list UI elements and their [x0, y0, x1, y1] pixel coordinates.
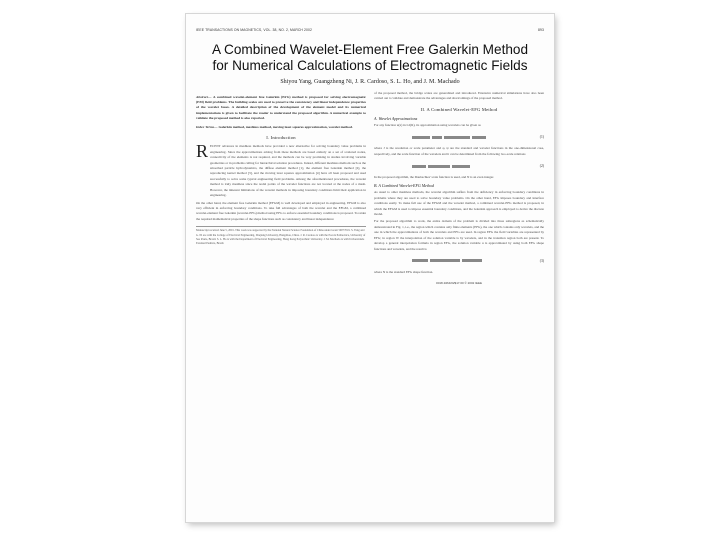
paper-title: [196, 42, 544, 74]
index-terms-text: Galerkin method, meshless method, moving least squares approximation, wavelet method.: [218, 125, 353, 130]
drop-cap: R: [196, 141, 209, 162]
section-heading-method: II. A Combined Wavelet-EFG Method: [420, 106, 498, 112]
running-head: [196, 28, 544, 32]
copyright-line: 0018-9464/02$17.00 © 2002 IEEE: [436, 281, 482, 286]
subsection-b-paragraph-3: where N is the standard EFG shape function.: [374, 269, 434, 274]
footnote: Manuscript received June 5, 2001. This work was supported by the National Natural Science Foundation of China under Grant 50077019. S. Yang and G. Ni are with the College of Electrical Engineering, Zhejiang University, Hangzhou, China. J. R. Cardoso is with the Escola Politecnica, University of Sao Paulo, Brazil. S. L. Ho is with the Department of Electrical Engineering, Hong Kong Polytechnic University. J. M. Machado is with Universidade Estadual Paulista, Brazil.: [196, 226, 366, 247]
left-column: [196, 91, 366, 285]
abstract: [196, 95, 366, 122]
equation-2: [374, 160, 544, 172]
equation-3-body: [412, 259, 482, 262]
intro-paragraph-2: On the other hand, the element free Galerkin method (EFGM) is well developed and employed in engineering. EFGM is also very efficient in enforcing boundary conditions. To take full advantages of both the wavelet and the EFGM, a combined wavelet-element free Galerkin (wavelet-EFG) method using EFG to enforce essential boundary conditions is proposed. To retain the required mathematical properties of the shape functions such as consistency and linear independence: [196, 200, 366, 221]
subsection-b-paragraph-1: As usual to other meshless methods, the wavelet algorithm suffers from the deficiency in enforcing boundary conditions in problems where they are used to solve boundary value problems. On the other hand, EFG imposes boundary and interface conditions easily. To make full use of the EFGM and the wavelet method, a combined wavelet-EFG method is proposed, in which the EFGM is used to impose essential boundary conditions, and the Galerkin approach is employed to derive the discrete model.: [374, 190, 544, 217]
body-columns: [196, 91, 544, 285]
equation-1: [374, 131, 544, 143]
right-column: [374, 91, 544, 285]
running-head-page-number: 893: [538, 28, 544, 32]
running-head-journal: IEEE TRANSACTIONS ON MAGNETICS, VOL. 38, NO. 2, MARCH 2002: [196, 28, 312, 32]
section-heading-introduction: I. Introduction: [266, 135, 296, 141]
equation-1-number: (1): [539, 135, 544, 140]
paper-authors: Shiyou Yang, Guangzheng Ni, J. R. Cardoso, S. L. Ho, and J. M. Machado: [280, 79, 460, 85]
equation-2-number: (2): [539, 164, 544, 169]
subsection-a-paragraph-3: In the proposed algorithm, the Daubechies' scale function is used, and N is an even integer.: [374, 175, 494, 180]
abstract-text: A combined wavelet-element free Galerkin (EFG) method is proposed for solving electromagnetic (EM) field problems. The building scales are used to preserve the consistency and linear independence properties of the wavelet bases. A detailed description of the development of the element model and its numerical implementations is given to facilitate the reader to understand the proposed algorithm. A numerical example to validate the proposed method is also reported.: [196, 94, 366, 121]
abstract-label: Abstract—: [196, 94, 212, 99]
paper-title-line-1: A Combined Wavelet-Element Free Galerkin Method: [211, 42, 529, 57]
subsection-heading-a: A. Wavelet Approximations: [374, 115, 418, 121]
index-terms-label: Index Terms—: [196, 125, 218, 130]
equation-2-body: [412, 165, 470, 168]
equation-3-number: (3): [539, 258, 544, 263]
paper-title-line-2: for Numerical Calculations of Electromagnetic Fields: [212, 58, 528, 73]
subsection-b-paragraph-2: For the proposed algorithm to work, the entire domain of the problem is divided into three subregions as schematically demonstrated in Fig. 1, i.e., the region which contains only finite elements (EFG), the one which contains only wavelets, and the one in which the approximations of both the wavelets and EFG are used. In region EFG the field variables are represented by EFG; in region W the interpolation of the solution variable is by wavelets, and in the transition region both are present. To develop a general interpolation formula in region EFG, the solution variable u is approximated by using both EFG shape functions and wavelets, and the result is: [374, 219, 544, 251]
equation-1-body: [412, 136, 486, 139]
subsection-a-paragraph-2: where J is the resolution or scale parameter and φ, ψ are the standard and wavelet functions in the one-dimensional case, respectively, and the scale function of the wavelets and it can be determined from the following two-scale relations: [374, 146, 544, 156]
index-terms: [196, 125, 366, 130]
paper-page: [186, 14, 554, 522]
right-paragraph-0: of the proposed method, the bridge scales are generalized and introduced. Extensive numerical simulations have also been carried out to validate and demonstrate the advantages and shortcomings of the proposed method.: [374, 91, 544, 101]
equation-3: [374, 255, 544, 267]
intro-paragraph-1: ECENT advances in meshless methods have provided a new alternative for solving boundary value problems in engineering. Since the approximations arising from these methods are based entirely on a set of scattered nodes, connectivity of the elements is not required, and the methods can be very promising in studies involving variable geometries or in problems calling for hierarchical solution procedures. Indeed, different meshless methods such as the smoothed particle hydrodynamics, the diffuse element method [1], the element free Galerkin method [2], the reproducing kernel method [3], and the moving least squares approximation [4] have all been proposed and used successfully to solve some typical engineering field problems. Among the aforementioned procedures, the wavelet method is truly meshless since the nodal points of the wavelet functions are not located at the nodes of a mesh. However, the inherent limitations of the wavelet methods in imposing boundary conditions limit their application in engineering.: [210, 144, 366, 198]
subsection-a-paragraph-1: For any function u(x) in L2(R), its approximation using wavelets can be given as: [374, 122, 481, 127]
intro-first-paragraph: [196, 141, 366, 200]
subsection-heading-b: B. A Combined Wavelet-EFG Method: [374, 183, 435, 189]
